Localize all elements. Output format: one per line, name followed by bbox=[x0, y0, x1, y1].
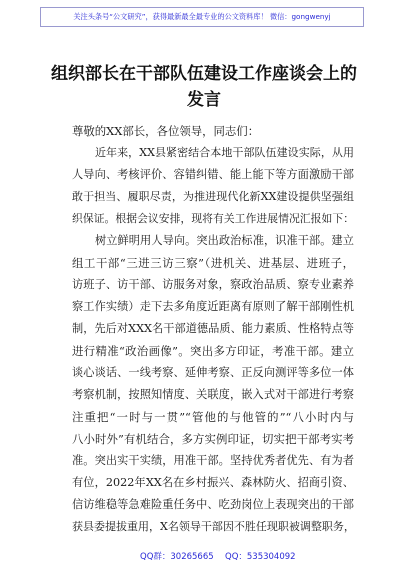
body-line: 考察机制，按照知情度、关联度，嵌入式对干部进行考察 bbox=[72, 388, 354, 401]
body-line: 近年来，XX县紧密结合本地干部队伍建设实际，从用 bbox=[95, 146, 354, 159]
body-line: 察工作实绩）走下去多角度近距离有原则了解干部刚性机 bbox=[72, 300, 354, 313]
body-line: 信访维稳等急难险重任务中、吃劲岗位上表现突出的干部 bbox=[72, 498, 354, 511]
body-line: 进行精准“政治画像”。突出多方印证，考准干部。建立 bbox=[72, 344, 354, 358]
body-line: 敢于担当、履职尽责，为推进现代化新XX建设提供坚强组 bbox=[72, 190, 354, 203]
qq-group-number: QQ群：30265665 bbox=[140, 552, 214, 562]
body-line: 树立鲜明用人导向。突出政治标准，识准干部。建立 bbox=[95, 234, 354, 247]
promo-banner[interactable]: 关注头条号“公文研究”，获得最新最全最专业的公文资料库！ 微信：gongwenyj bbox=[40, 7, 364, 27]
document-title-line-1: 组织部长在干部队伍建设工作座谈会上的 bbox=[51, 64, 357, 84]
body-line: 准。突出实干实绩，用准干部。坚持优秀者优先、有为者 bbox=[72, 454, 354, 467]
body-line: 获县委提拔重用，X名领导干部因不胜任现职被调整职务， bbox=[72, 520, 355, 533]
qq-number: QQ：535304092 bbox=[225, 552, 296, 562]
body-line: 织保证。根据会议安排，现将有关工作进展情况汇报如下： bbox=[72, 212, 354, 225]
body-line: 有位，2022年XX名在乡村振兴、森林防火、招商引资、 bbox=[72, 476, 354, 489]
salutation: 尊敬的XX部长，各位领导，同志们： bbox=[72, 124, 260, 138]
body-line: 注重把“一时与一贯”“管他的与他管的”“八小时内与 bbox=[72, 410, 354, 424]
body-line: 八小时外”有机结合，多方实例印证，切实把干部考实考 bbox=[72, 432, 354, 446]
body-line: 谈心谈话、一线考察、延伸考察、正反向测评等多位一体 bbox=[72, 366, 354, 379]
body-line: 访班子、访干部、访服务对象，察政治品质、察专业素养 bbox=[72, 278, 354, 291]
body-line: 制，先后对XXX名干部道德品质、能力素质、性格特点等 bbox=[72, 322, 354, 335]
body-line: 人导向、考核评价、容错纠错、能上能下等方面激励干部 bbox=[72, 168, 354, 181]
body-line: 组工干部“三进三访三察”（进机关、进基层、进班子， bbox=[72, 256, 354, 270]
document-title-line-2: 发言 bbox=[187, 90, 221, 110]
